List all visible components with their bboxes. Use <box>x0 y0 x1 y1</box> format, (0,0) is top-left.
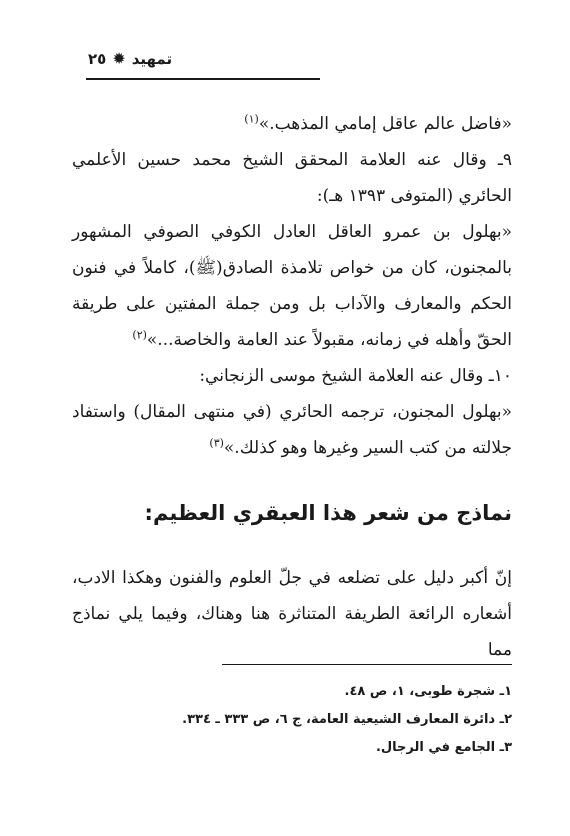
footnote-ref-1: (١) <box>244 112 259 126</box>
quote-text-1: «فاضل عالم عاقل إمامي المذهب.» <box>258 114 512 134</box>
body-paragraph: إنّ أكبر دليل على تضلعه في جلّ العلوم والفنون وهكذا الادب، أشعاره الرائعة الطريفة المتناثرة هنا وهناك، وفيما يلي نماذج مما <box>72 568 512 660</box>
quote-bahlul-2 <box>72 394 512 466</box>
quote-bahlul-1 <box>72 214 512 358</box>
footnote-3: ٣ـ الجامع في الرجال. <box>375 740 512 755</box>
paragraph-item-10: ١٠ـ وقال عنه العلامة الشيخ موسى الزنجاني: <box>199 366 512 386</box>
quote-block <box>72 106 512 466</box>
ornament-icon: ✹ <box>112 49 126 68</box>
paragraph-item-9: ٩ـ وقال عنه العلامة المحقق الشيخ محمد حسين الأعلمي الحائري (المتوفى ١٣٩٣ هـ): <box>72 150 512 206</box>
quote-line-1 <box>72 106 512 142</box>
footnote-1: ١ـ شجرة طوبى، ١، ص ٤٨. <box>344 684 512 699</box>
footnote-2: ٢ـ دائرة المعارف الشيعية العامة، ج ٦، ص ٣٣٣ ـ ٣٣٤. <box>182 712 512 727</box>
quote-text-2: «بهلول بن عمرو العاقل العادل الكوفي الصوفي المشهور بالمجنون، كان من خواص تلامذة الصادق(ﷺ)، كاملاً في فنون الحكم والمعارف والآداب بل ومن جملة المفتين على طريقة الحقّ وأهله في زمانه، مقبولاً عند العامة والخاصة...» <box>72 222 512 350</box>
quote-text-3: «بهلول المجنون، ترجمه الحائري (في منتهى المقال) واستفاد جلالته من كتب السير وغيرها وهو كذلك.» <box>72 402 512 458</box>
page-header <box>88 46 288 72</box>
footnotes <box>150 678 512 762</box>
header-divider <box>86 78 320 80</box>
footnote-ref-2: (٢) <box>132 328 147 342</box>
page-number: ٢٥ <box>88 50 107 68</box>
footnote-ref-3: (٣) <box>209 436 224 450</box>
section-heading: نماذج من شعر هذا العبقري العظيم: <box>144 501 512 525</box>
header-title: تمهيد <box>131 50 173 68</box>
footnote-divider <box>222 664 512 665</box>
